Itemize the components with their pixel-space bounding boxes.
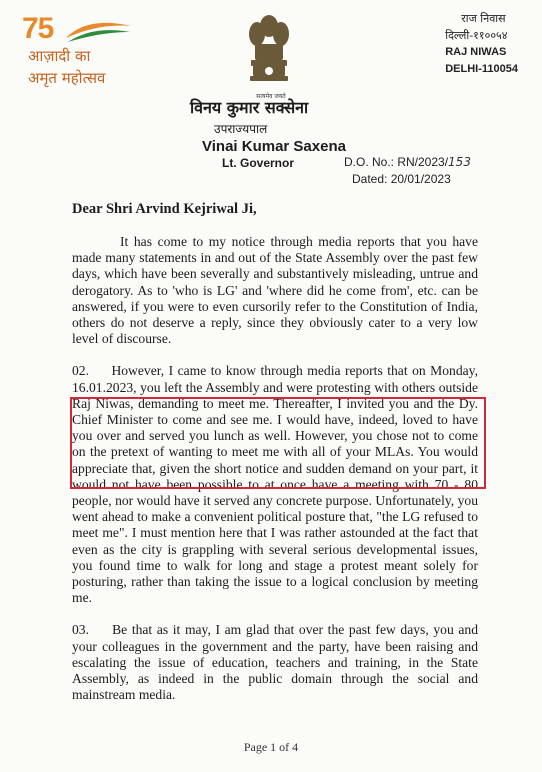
address-block bbox=[445, 10, 518, 78]
reference-block bbox=[344, 154, 471, 188]
flag-swoosh-icon bbox=[64, 18, 134, 48]
paragraph-3-number: 03. bbox=[72, 622, 89, 638]
address-hindi-line1: राज निवास bbox=[461, 12, 506, 25]
address-english-line1: RAJ NIWAS bbox=[445, 46, 507, 58]
paragraph-2-text: However, I came to know through media reports that on Monday, 16.01.2023, you left the Assembly and were protesting with others outside Raj Niwas, demanding to meet me. Thereafter, I invited you and the Dy. Chief Minister to come and see me. I would have, indeed, loved to have you over and served you lunch as well. However, you chose not to come on the pretext of wanting to meet me with all of your MLAs. You would appreciate that, given the short notice and sudden demand on your part, it would not have been possible to at once have a meeting with 70 - 80 people, nor would have it served any concrete purpose. Unfortunately, you went ahead to make a convenient political posture that, "the LG refused to meet me". I must mention here that I was rather astounded at the fact that even as the city is grappling with several serious developmental issues, you found time to walk for long and stage a protest meant solely for posturing, rather than taking the issue to a logical conclusion by meeting me. bbox=[72, 363, 478, 606]
paragraph-3 bbox=[72, 622, 478, 703]
azadi-ka-amrit-mahotsav-logo bbox=[16, 8, 151, 88]
do-number-label: D.O. No.: RN/2023/ bbox=[344, 155, 449, 169]
lion-capital-icon bbox=[247, 12, 291, 90]
paragraph-1 bbox=[72, 234, 478, 347]
paragraph-2 bbox=[72, 363, 478, 606]
date-line: Dated: 20/01/2023 bbox=[352, 172, 451, 186]
sender-title-english: Lt. Governor bbox=[222, 156, 295, 170]
national-emblem bbox=[247, 12, 291, 100]
do-number bbox=[344, 154, 471, 171]
sender-name-english: Vinai Kumar Saxena bbox=[202, 138, 346, 155]
sender-title-hindi: उपराज्यपाल bbox=[214, 122, 268, 136]
page-footer: Page 1 of 4 bbox=[243, 740, 299, 754]
logo-number: 75 bbox=[22, 12, 54, 45]
sender-block bbox=[170, 96, 370, 170]
paragraph-1-text: It has come to my notice through media reports that you have made many statements in and out of the State Assembly over the past few days, which have been severally and substantively misleading, untrue and derogatory. As to 'who is LG' and 'where did he come from', etc. can be answered, if you were to even cursorily refer to the Constitution of India, others do not deserve a reply, since they obviously cater to a very low level of discourse. bbox=[72, 234, 478, 347]
logo-line2: अमृत महोत्सव bbox=[28, 69, 106, 87]
emblem-motto: सत्यमेव जयते bbox=[256, 93, 286, 100]
logo-line1: आज़ादी का bbox=[28, 47, 91, 65]
address-hindi-line2: दिल्ली-११००५४ bbox=[445, 29, 508, 42]
paragraph-2-number: 02. bbox=[72, 363, 89, 379]
letter-body bbox=[72, 234, 478, 719]
paragraph-3-text: Be that as it may, I am glad that over the past few days, you and your colleagues in the government and the party, have been raising and escalating the issue of education, teachers and training, in the State Assembly, as indeed in the public domain through the social and mainstream media. bbox=[72, 622, 478, 703]
sender-name-hindi: विनय कुमार सक्सेना bbox=[190, 98, 309, 117]
do-number-handwritten: 153 bbox=[448, 155, 471, 169]
address-english-line2: DELHI-110054 bbox=[445, 63, 518, 75]
salutation: Dear Shri Arvind Kejriwal Ji, bbox=[72, 201, 257, 217]
